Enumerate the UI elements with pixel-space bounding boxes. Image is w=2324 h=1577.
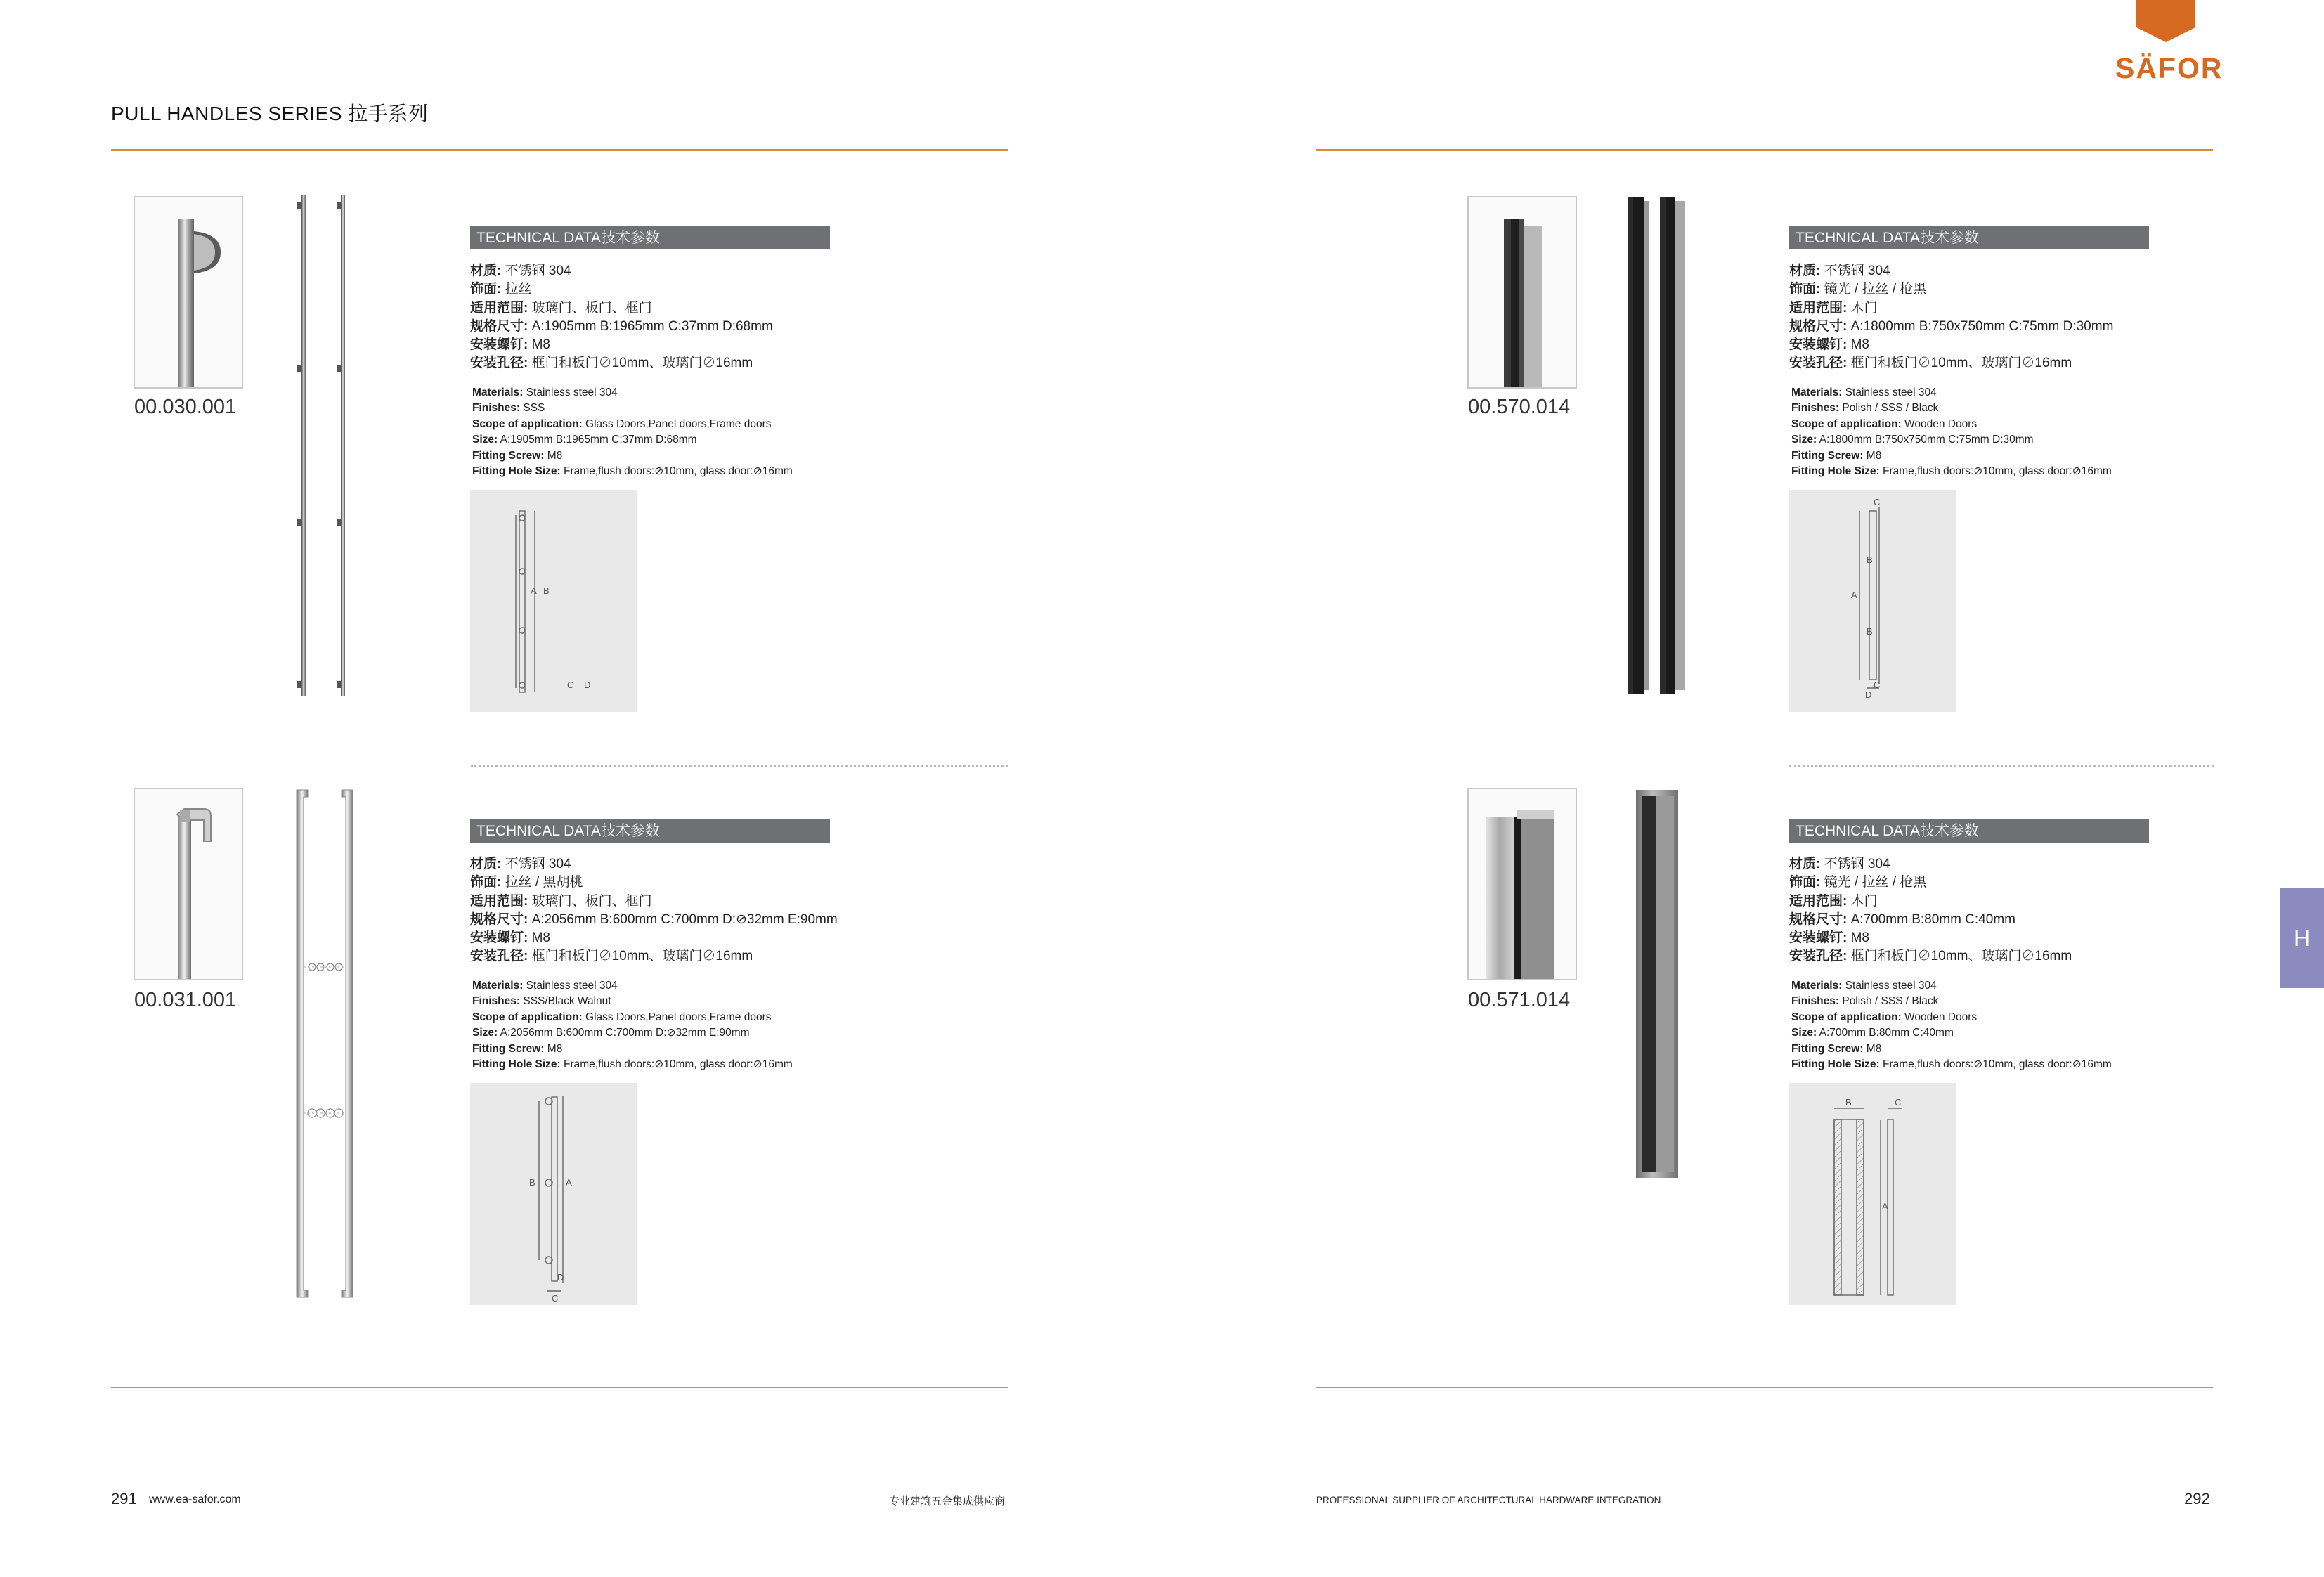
cn-spec-row: 饰面: 拉丝 [470,282,532,297]
en-spec-row: Scope of application: Glass Doors,Panel doors,Frame doors [472,417,772,430]
dim-label-a: A [531,585,537,596]
cn-spec-row: 安装孔径: 框门和板门⊘10mm、玻璃门⊘16mm [470,356,753,371]
page-number-left: 291 [111,1490,137,1507]
tech-data-header: TECHNICAL DATA技术参数 [1789,819,2149,843]
dim-label-b: B [1867,554,1873,565]
en-spec-row: Materials: Stainless steel 304 [472,980,618,992]
drawing-svg [470,490,637,712]
brand-logo: SÄFOR [2115,52,2224,84]
product-code: 00.031.001 [134,989,237,1011]
cn-spec-row: 材质: 不锈钢 304 [1789,264,1890,278]
en-spec-row: Scope of application: Glass Doors,Panel doors,Frame doors [472,1011,772,1023]
handle-closeup-image [1469,197,1576,387]
footer-slogan-en: PROFESSIONAL SUPPLIER OF ARCHITECTURAL HARDWARE INTEGRATION [1316,1495,1661,1505]
en-spec-row: Fitting Hole Size: Frame,flush doors:⊘10mm, glass door:⊘16mm [1791,1058,2112,1071]
en-spec-row: Materials: Stainless steel 304 [1791,980,1937,992]
dim-label-d: D [1865,689,1872,700]
page-title: PULL HANDLES SERIES 拉手系列 [111,103,429,124]
en-spec-row: Materials: Stainless steel 304 [472,387,618,398]
cn-spec-list [470,855,838,966]
technical-drawing [1789,490,1956,712]
cn-spec-row: 安装孔径: 框门和板门⊘10mm、玻璃门⊘16mm [470,949,753,964]
cn-spec-row: 规格尺寸: A:700mm B:80mm C:40mm [1789,911,2015,927]
cn-spec-row: 材质: 不锈钢 304 [470,264,571,278]
en-spec-row: Fitting Screw: M8 [1791,449,1882,462]
product-code: 00.030.001 [134,396,237,418]
footer-slogan-cn: 专业建筑五金集成供应商 [889,1495,1006,1507]
en-spec-row: Size: A:700mm B:80mm C:40mm [1791,1027,1954,1039]
dim-label-b2: B [1867,626,1873,637]
en-spec-list [472,385,793,479]
handle-closeup-image [1469,789,1576,979]
cn-spec-row: 安装孔径: 框门和板门⊘10mm、玻璃门⊘16mm [1789,949,2072,964]
cn-spec-row: 饰面: 镜光 / 拉丝 / 枪黑 [1789,282,1927,297]
en-spec-list [1791,978,2112,1072]
en-spec-row: Finishes: Polish / SSS / Black [1791,402,1939,415]
cn-spec-list [1789,262,2113,373]
cn-spec-row: 适用范围: 玻璃门、板门、框门 [470,893,652,909]
dim-label-b: B [1845,1097,1852,1108]
handle-closeup-image [135,789,242,979]
cn-spec-row: 安装螺钉: M8 [470,930,551,946]
en-spec-row: Size: A:1800mm B:750x750mm C:75mm D:30mm [1791,434,2034,446]
header-rule-left [111,149,1008,151]
en-spec-row: Fitting Hole Size: Frame,flush doors:⊘10mm, glass door:⊘16mm [472,1058,793,1071]
en-spec-row: Size: A:2056mm B:600mm C:700mm D:⊘32mm E:90mm [472,1027,750,1039]
website-link[interactable]: www.ea-safor.com [149,1493,241,1505]
handle-full-image [292,193,355,699]
divider-left [471,765,1008,767]
brand-logo-tab [2136,0,2195,42]
en-spec-row: Finishes: Polish / SSS / Black [1791,995,1939,1008]
dim-label-a: A [566,1177,572,1188]
cn-spec-row: 规格尺寸: A:1905mm B:1965mm C:37mm D:68mm [470,318,773,334]
divider-right [1789,765,2214,767]
dim-label-c: C [1874,497,1881,507]
cn-spec-row: 材质: 不锈钢 304 [1789,857,1890,871]
en-spec-list [1791,385,2112,479]
page-number-right: 292 [2184,1490,2210,1507]
technical-drawing [470,1083,637,1305]
product-thumbnail[interactable] [134,788,243,980]
handle-full-image [291,787,358,1300]
cn-spec-list [470,262,773,373]
technical-drawing [1789,1083,1956,1305]
en-spec-row: Fitting Screw: M8 [472,449,563,462]
handle-closeup-image [135,197,242,387]
cn-spec-row: 安装孔径: 框门和板门⊘10mm、玻璃门⊘16mm [1789,356,2072,371]
cn-spec-list [1789,855,2072,966]
en-spec-list [472,978,793,1072]
en-spec-row: Fitting Screw: M8 [1791,1042,1882,1055]
cn-spec-row: 适用范围: 木门 [1789,300,1878,316]
product-thumbnail[interactable] [1467,196,1577,389]
en-spec-row: Fitting Screw: M8 [472,1042,563,1055]
product-thumbnail[interactable] [1467,788,1577,980]
cn-spec-row: 规格尺寸: A:2056mm B:600mm C:700mm D:⊘32mm E:90mm [470,911,838,927]
en-spec-row: Scope of application: Wooden Doors [1791,417,1978,430]
dim-label-d: D [557,1272,564,1283]
footer-rule-right [1316,1387,2213,1388]
section-tab[interactable]: H [2280,888,2324,988]
dim-label-c: C [552,1293,559,1304]
cn-spec-row: 规格尺寸: A:1800mm B:750x750mm C:75mm D:30mm [1789,318,2114,334]
tech-data-header: TECHNICAL DATA技术参数 [470,226,830,249]
en-spec-row: Fitting Hole Size: Frame,flush doors:⊘10mm, glass door:⊘16mm [1791,465,2112,478]
tech-data-header: TECHNICAL DATA技术参数 [1789,226,2149,249]
dim-label-a: A [1851,590,1857,600]
en-spec-row: Finishes: SSS/Black Walnut [472,995,611,1008]
en-spec-row: Finishes: SSS [472,402,545,415]
drawing-svg [1789,490,1956,712]
cn-spec-row: 饰面: 镜光 / 拉丝 / 枪黑 [1789,875,1927,890]
dim-label-c: C [1895,1097,1902,1108]
dim-label-a: A [1882,1201,1888,1212]
en-spec-row: Size: A:1905mm B:1965mm C:37mm D:68mm [472,434,697,446]
dim-label-b: B [529,1177,535,1188]
cn-spec-row: 饰面: 拉丝 / 黑胡桃 [470,875,583,890]
dim-label-c: C [567,680,574,690]
cn-spec-row: 安装螺钉: M8 [470,337,551,353]
drawing-svg [470,1083,637,1305]
dim-label-b: B [543,585,550,596]
cn-spec-row: 适用范围: 木门 [1789,893,1878,909]
handle-full-image [1635,788,1681,1181]
product-code: 00.570.014 [1468,396,1571,418]
en-spec-row: Scope of application: Wooden Doors [1791,1011,1978,1023]
cn-spec-row: 适用范围: 玻璃门、板门、框门 [470,300,652,316]
product-thumbnail[interactable] [134,196,243,389]
footer-rule-left [111,1387,1008,1388]
dim-label-c2: C [1874,680,1881,690]
cn-spec-row: 安装螺钉: M8 [1789,337,1870,353]
en-spec-row: Materials: Stainless steel 304 [1791,387,1937,398]
cn-spec-row: 材质: 不锈钢 304 [470,857,571,871]
dim-label-d: D [584,680,591,690]
product-code: 00.571.014 [1468,989,1571,1011]
drawing-svg [1789,1083,1956,1305]
handle-full-image [1623,194,1694,699]
cn-spec-row: 安装螺钉: M8 [1789,930,1870,946]
technical-drawing [470,490,637,712]
en-spec-row: Fitting Hole Size: Frame,flush doors:⊘10mm, glass door:⊘16mm [472,465,793,478]
tech-data-header: TECHNICAL DATA技术参数 [470,819,830,843]
header-rule-right [1316,149,2213,151]
